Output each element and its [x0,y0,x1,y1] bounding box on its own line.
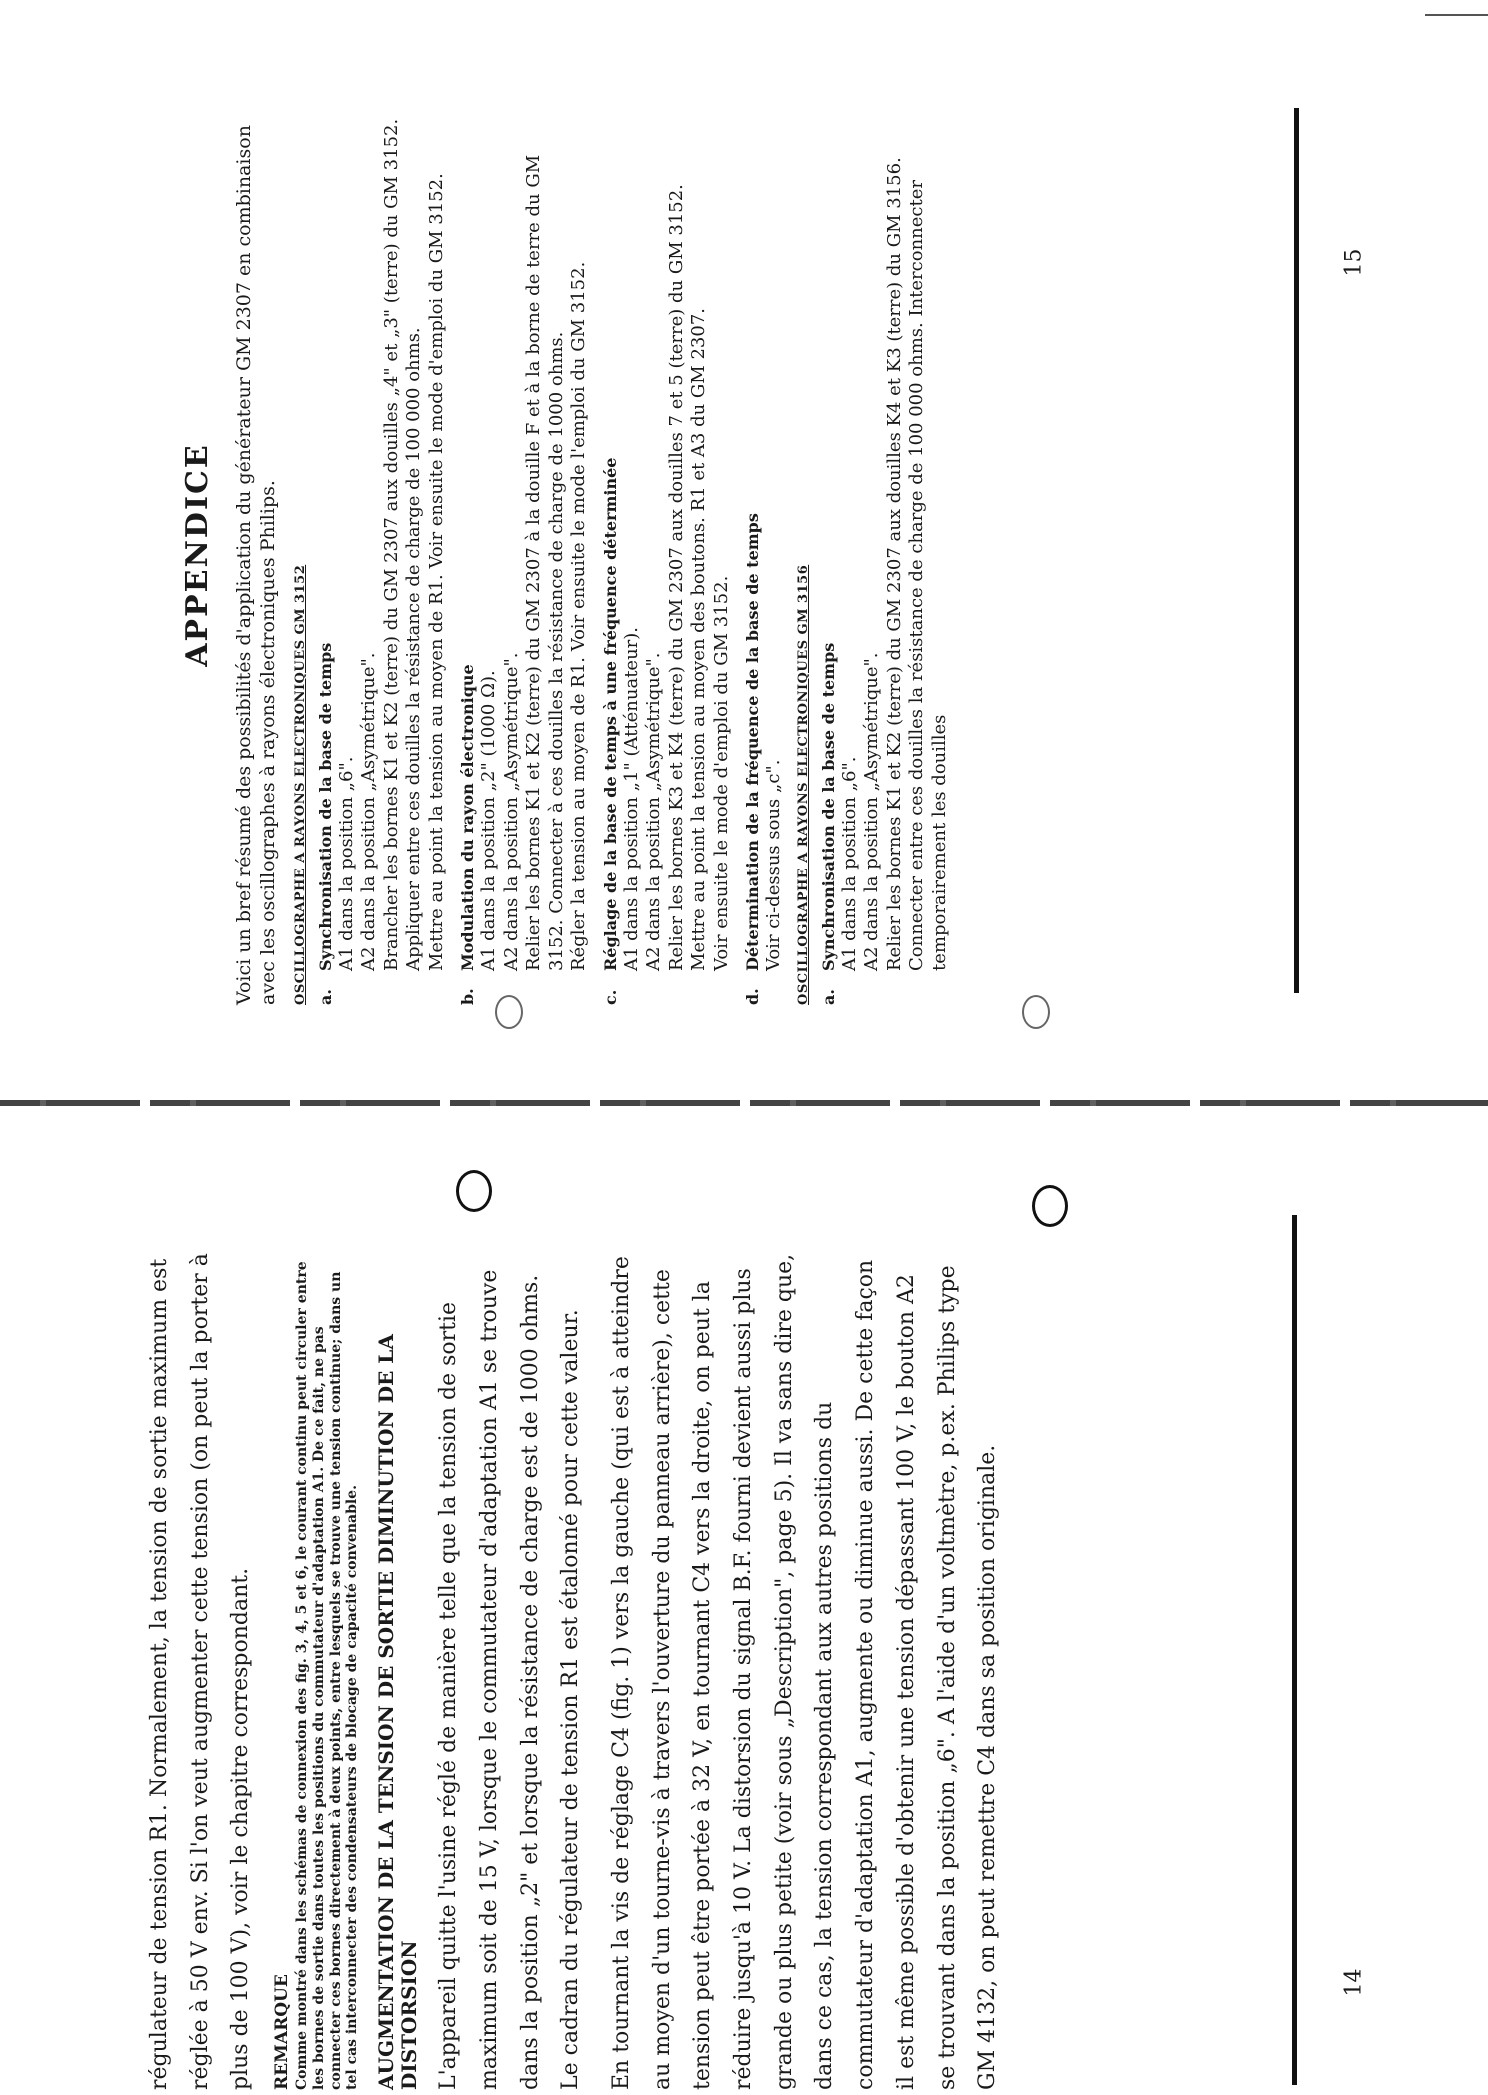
paragraph: L'appareil quitte l'usine réglé de manière telle que la tension de sortie maximum soit de 15 V, lorsque le commutateur d'adaptation A1 se trouve dans la position „2" et lorsque la résistance de charge est de 1000 ohms. Le cadran du régulateur de tension R1 est étalonné pour cette valeur. [436,1269,584,2090]
item-heading: Détermination de la fréquence de la base de temps [743,513,762,971]
list-item: b. Modulation du rayon électronique A1 dans la position „2" (1000 Ω). A2 dans la position „Asymétrique". Relier les bornes K1 et K2 (terre) du GM 2307 à la douille F et à la borne de terre du GM 3152. Connecter à ces douilles la résistance de charge de 1000 ohms. Régler la tension au moyen de R1. Voir ensuite le mode l'emploi du GM 3152. [458,154,589,1005]
page-number: 14 [1341,1968,1367,1997]
appendix-intro: Voici un bref résumé des possibilités d'application du générateur GM 2307 en combinaison avec les oscillographes à rayons électroniques Philips. [233,125,279,1005]
item-heading: Réglage de la base de temps à une fréquence déterminée [600,457,620,971]
left-page [140,1250,1450,2090]
section-heading-gm3152: OSCILLOGRAPHE A RAYONS ELECTRONIQUES GM 3152 [292,564,308,1005]
scan-edge-mark [1425,0,1488,16]
binder-hole [456,1170,492,1212]
remark-heading: REMARQUE [272,1974,293,2090]
list-item: c. Réglage de la base de temps à une fréquence déterminée A1 dans la position „1" (Atténuateur). A2 dans la position „Asymétrique". Relier les bornes K3 et K4 (terre) du GM 2307 aux douilles 7 et 5 (terre) du GM 3152. Mettre au point la tension au moyen des boutons. R1 et A3 du GM 2307. Voir ensuite le mode d'emploi du GM 3152. [600,184,732,1005]
page-fold-line [0,1100,1488,1106]
remark-text: Comme montré dans les schémas de connexion des fig. 3, 4, 5 et 6, le courant continu peut circuler entre les bornes de sortie dans toutes les positions du commutateur d'adaptation A1. De ce fait, ne pas connecter ces bornes directement à deux points, entre lesquels se trouve une tension continue; dans un tel cas interconnecter des condensateurs de blocage de capacité convenable. [294,1261,361,2090]
appendix-title: APPENDICE [180,443,215,667]
section-heading-output-voltage: AUGMENTATION DE LA TENSION DE SORTIE DIMINUTION DE LA DISTORSION [374,1334,422,2090]
list-item: a. Synchronisation de la base de temps A1 dans la position „6". A2 dans la position „Asymétrique". Brancher les bornes K1 et K2 (terre) du GM 2307 aux douilles „4" et „3" (terre) du GM 3152. Appliquer entre ces douilles la résistance de charge de 100 000 ohms. Mettre au point la tension au moyen de R1. Voir ensuite le mode d'emploi du GM 3152. [315,118,447,1005]
item-heading: Modulation du rayon électronique [458,664,477,971]
paragraph: En tournant la vis de réglage C4 (fig. 1) vers la gauche (qui est à atteindre au moyen d'un tourne-vis à travers l'ouverture du panneau arrière), cette tension peut être portée à 32 V, en tournant C4 vers la droite, on peut la réduire jusqu'à 10 V. La distorsion du signal B.F. fourni devient aussi plus grande ou plus petite (voir sous „Description", page 5). Il va sans dire que, dans ce cas, la tension correspondant aux autres positions du commutateur d'adaptation A1, augmente ou diminue aussi. De cette façon il est même possible d'obtenir une tension dépassant 100 V, le bouton A2 se trouvant dans la position „6". A l'aide d'un voltmètre, p.ex. Philips type GM 4132, on peut remettre C4 dans sa position originale. [609,1253,1001,2090]
appendix-page [180,105,1488,1005]
item-heading: Synchronisation de la base de temps [818,642,838,971]
list-item: a. Synchronisation de la base de temps A1 dans la position „6". A2 dans la position „Asymétrique". Relier les bornes K1 et K2 (terre) du GM 2307 aux douilles K4 et K3 (terre) du GM 3156. Connecter entre ces douilles la résistance de charge de 100 000 ohms. Interconnecter temporairement les douilles [818,157,950,1005]
paragraph: régulateur de tension R1. Normalement, la tension de sortie maximum est réglée à 50 V env. Si l'on veut augmenter cette tension (on peut la porter à plus de 100 V), voir le chapitre correspondant. [147,1253,254,2090]
binder-hole [1032,1185,1068,1227]
section-heading-gm3156: OSCILLOGRAPHE A RAYONS ELECTRONIQUES GM 3156 [795,564,811,1005]
page-number: 15 [1341,248,1367,277]
list-item: d. Détermination de la fréquence de la base de temps Voir ci-dessus sous „c". [743,513,784,1005]
item-heading: Synchronisation de la base de temps [315,642,335,971]
